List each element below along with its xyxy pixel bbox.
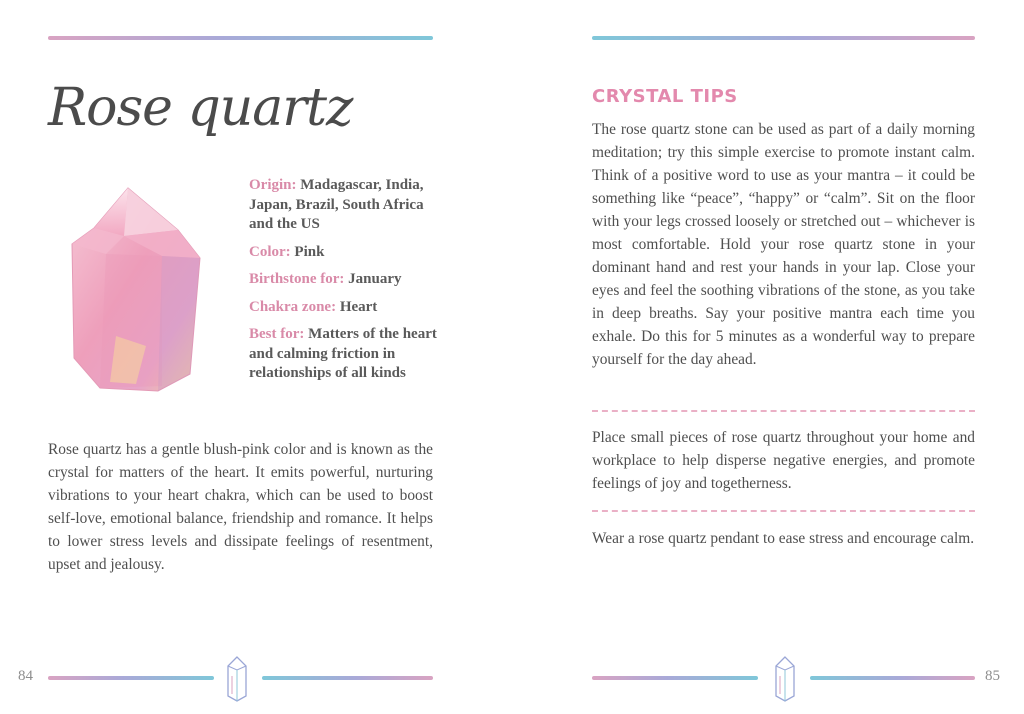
fact-origin <box>249 176 439 235</box>
fact-chakra <box>249 298 439 318</box>
fact-best-for <box>249 325 439 384</box>
fact-birthstone <box>249 270 439 290</box>
section-heading: CRYSTAL TIPS <box>592 86 738 107</box>
tip-meditation: The rose quartz stone can be used as part of a daily morning meditation; try this simple exercise to promote instant calm. Think of a positive word to use as your mantra – it could be something like “peace”, “happy” or “calm”. Sit on the floor with your legs crossed loosely or stretched out – whichever is most comfortable. Hold your rose quartz stone in your dominant hand and rest your hands in your lap. Close your eyes and feel the soothing vibrations of the stone, as you take in deep breaths. Say your positive mantra each time you exhale. Do this for 5 minutes as a wonderful way to prepare yourself for the day ahead. <box>592 121 975 368</box>
page-number-left: 84 <box>18 668 33 684</box>
tip-home: Place small pieces of rose quartz throughout your home and workplace to help disperse negative energies, and promote feelings of joy and togetherness. <box>592 429 975 492</box>
dashed-divider <box>592 510 975 512</box>
footer-rule <box>592 676 758 680</box>
fact-label: Origin: <box>249 177 297 193</box>
body-paragraph: Rose quartz has a gentle blush-pink color and is known as the crystal for matters of the heart. It emits powerful, nurturing vibrations to your heart chakra, which can be used to boost self-love, emotional balance, friendship and romance. It helps to lower stress levels and dissipate feelings of resentment, upset and jealousy. <box>48 441 433 573</box>
dashed-divider <box>592 410 975 412</box>
fact-label: Chakra zone: <box>249 298 337 315</box>
footer-rule <box>810 676 975 680</box>
page-number-right: 85 <box>985 668 1000 684</box>
footer-rule <box>262 676 433 680</box>
crystal-outline-icon <box>773 656 797 702</box>
fact-value: Madagascar, India, Japan, Brazil, South Africa and the US <box>249 177 424 232</box>
fact-label: Best for: <box>249 326 305 342</box>
footer-rule <box>48 676 214 680</box>
fact-value: Pink <box>294 243 325 260</box>
fact-label: Birthstone for: <box>249 271 345 287</box>
fact-value: January <box>348 271 402 287</box>
fact-label: Color: <box>249 243 291 260</box>
top-rule-left <box>48 36 433 40</box>
fact-value: Heart <box>339 298 378 315</box>
page-title: Rose quartz <box>48 78 353 138</box>
tip-pendant: Wear a rose quartz pendant to ease stress and encourage calm. <box>592 530 975 547</box>
top-rule-right <box>592 36 975 40</box>
crystal-facts <box>249 176 439 392</box>
rose-quartz-crystal-illustration <box>66 186 206 396</box>
fact-color <box>249 243 439 263</box>
fact-value: Matters of the heart and calming friction in relationships of all kinds <box>249 326 437 381</box>
crystal-outline-icon <box>225 656 249 702</box>
